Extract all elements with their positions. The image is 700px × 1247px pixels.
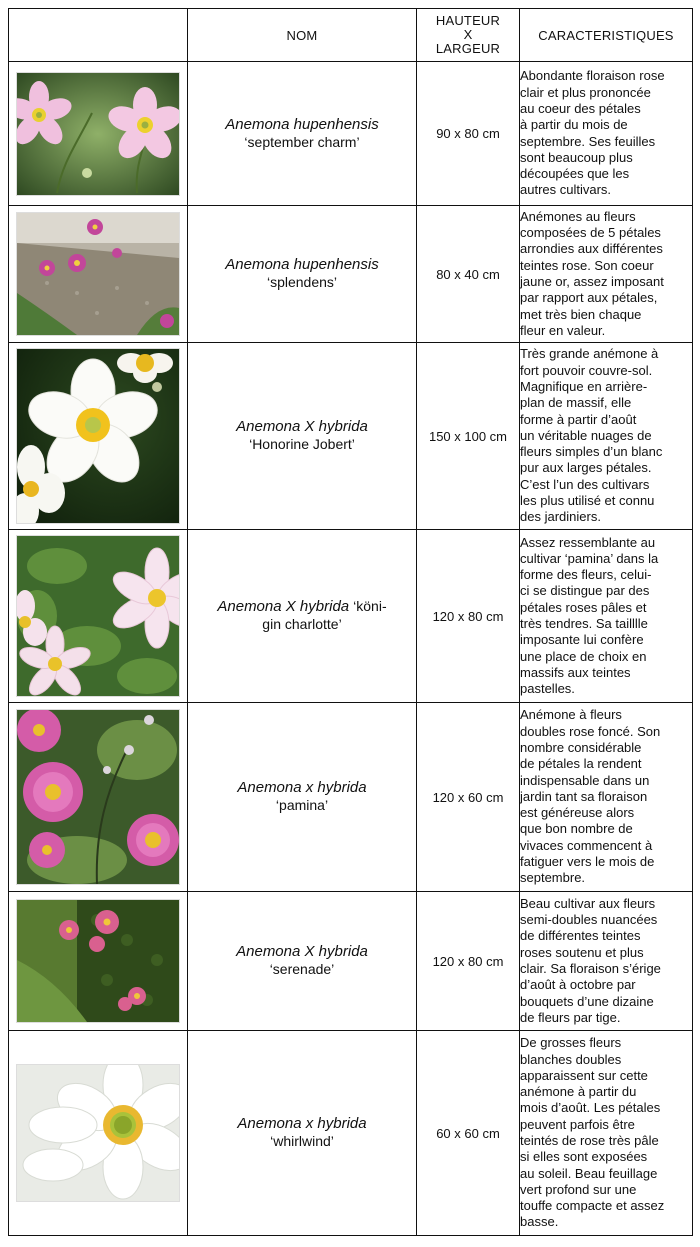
species-name: Anemona x hybrida <box>237 779 367 796</box>
header-image <box>9 9 188 62</box>
plant-name-cell <box>188 343 417 530</box>
table-row <box>9 206 693 343</box>
description-text: De grosses fleurs blanches doubles apparaissent sur cette anémone à partir du mois d’août. Les pétales peuvent parfois être teintés de rose très pâle si elles sont exposées au soleil. Beau feuillage vert profond sur une touffe compacte et assez basse. <box>520 1035 665 1230</box>
species-name: Anemona hupenhensis <box>225 256 379 273</box>
header-dim-line3: LARGEUR <box>435 41 501 56</box>
plant-image-cell <box>9 703 188 892</box>
dimensions-cell: 120 x 80 cm <box>417 892 520 1031</box>
cultivar-name: ‘köni- gin charlotte’ <box>262 598 387 632</box>
dimensions-cell: 60 x 60 cm <box>417 1031 520 1236</box>
species-name: Anemona X hybrida <box>236 418 368 435</box>
plant-name-cell <box>188 530 417 703</box>
description-cell <box>520 62 693 206</box>
header-dim-line2: X <box>463 27 473 42</box>
cultivar-name: ‘splendens’ <box>266 274 338 290</box>
table-row <box>9 703 693 892</box>
header-row <box>9 9 693 62</box>
cultivar-name: ‘serenade’ <box>269 961 335 977</box>
table-row <box>9 343 693 530</box>
dimensions-cell: 120 x 60 cm <box>417 703 520 892</box>
dimensions-cell: 150 x 100 cm <box>417 343 520 530</box>
description-cell <box>520 206 693 343</box>
plant-name-cell <box>188 892 417 1031</box>
table-row <box>9 62 693 206</box>
cultivar-name: ‘Honorine Jobert’ <box>249 436 355 452</box>
description-cell <box>520 1031 693 1236</box>
cultivar-name: ‘whirlwind’ <box>270 1133 334 1149</box>
cultivar-name: ‘pamina’ <box>275 797 329 813</box>
dark-pink-anemone-photo <box>16 709 180 885</box>
description-cell <box>520 530 693 703</box>
description-cell <box>520 892 693 1031</box>
plant-image-cell <box>9 892 188 1031</box>
plant-image-cell <box>9 343 188 530</box>
plant-name-cell <box>188 1031 417 1236</box>
description-text: Assez ressemblante au cultivar ‘pamina’ dans la forme des fleurs, celui- ci se distingue par des pétales roses pâles et très tendres. Sa tailllle imposante lui confère une place de choix en massifs aux teintes pastelles. <box>520 534 659 697</box>
plant-image-cell <box>9 530 188 703</box>
plant-name-cell <box>188 206 417 343</box>
dimensions-cell: 90 x 80 cm <box>417 62 520 206</box>
pale-pink-anemone-photo <box>16 535 180 697</box>
dimensions-cell: 120 x 80 cm <box>417 530 520 703</box>
description-text: Beau cultivar aux fleurs semi-doubles nuancées de différentes teintes roses soutenu et plus clair. Sa floraison s’érige d’août à octobre par bouquets d’une dizaine de fleurs par tige. <box>520 895 661 1025</box>
header-nom: NOM <box>188 9 417 62</box>
description-text: Abondante floraison rose clair et plus prononcée au coeur des pétales à partir du mois de septembre. Ses feuilles sont beaucoup plus découpées que les autres cultivars. <box>520 68 665 198</box>
white-anemone-photo <box>16 348 180 524</box>
description-cell <box>520 703 693 892</box>
description-text: Anémones au fleurs composées de 5 pétales arrondies aux différentes teintes rose. Son coeur jaune or, assez imposant par rapport aux pétales, met très bien chaque fleur en valeur. <box>520 208 664 338</box>
dimensions-cell: 80 x 40 cm <box>417 206 520 343</box>
description-cell <box>520 343 693 530</box>
magenta-anemone-gravel-photo <box>16 212 180 336</box>
header-dim-line1: HAUTEUR <box>435 13 501 28</box>
species-name: Anemona X hybrida <box>236 943 368 960</box>
plant-image-cell <box>9 1031 188 1236</box>
species-name: Anemona x hybrida <box>237 1115 367 1132</box>
description-text: Très grande anémone à fort pouvoir couvre-sol. Magnifique en arrière- plan de massif, elle forme à partir d’août un véritable nuages de fleurs simples d’un blanc pur aux larges pétales. C’est l’un des cultivars les plus utilisé et connu des jardiniers. <box>520 346 663 525</box>
description-text: Anémone à fleurs doubles rose foncé. Son nombre considérable de pétales la rendent indispensable dans un jardin tant sa floraison est généreuse alors que bon nombre de vivaces commencent à fatiguer vers le mois de septembre. <box>520 707 661 886</box>
table-row <box>9 892 693 1031</box>
plant-name-cell <box>188 703 417 892</box>
pink-anemone-photo <box>16 72 180 196</box>
header-dimensions <box>417 9 520 62</box>
plant-image-cell <box>9 62 188 206</box>
plant-name-cell <box>188 62 417 206</box>
table-row <box>9 530 693 703</box>
cultivar-name: ‘september charm’ <box>244 133 360 150</box>
species-name: Anemona hupenhensis <box>225 115 379 133</box>
header-caracteristiques: CARACTERISTIQUES <box>520 9 693 62</box>
plant-image-cell <box>9 206 188 343</box>
anemone-table <box>8 8 693 1236</box>
species-name: Anemona X hybrida <box>217 598 350 615</box>
pink-anemone-hedge-photo <box>16 899 180 1023</box>
white-double-anemone-photo <box>16 1064 180 1202</box>
table-row <box>9 1031 693 1236</box>
